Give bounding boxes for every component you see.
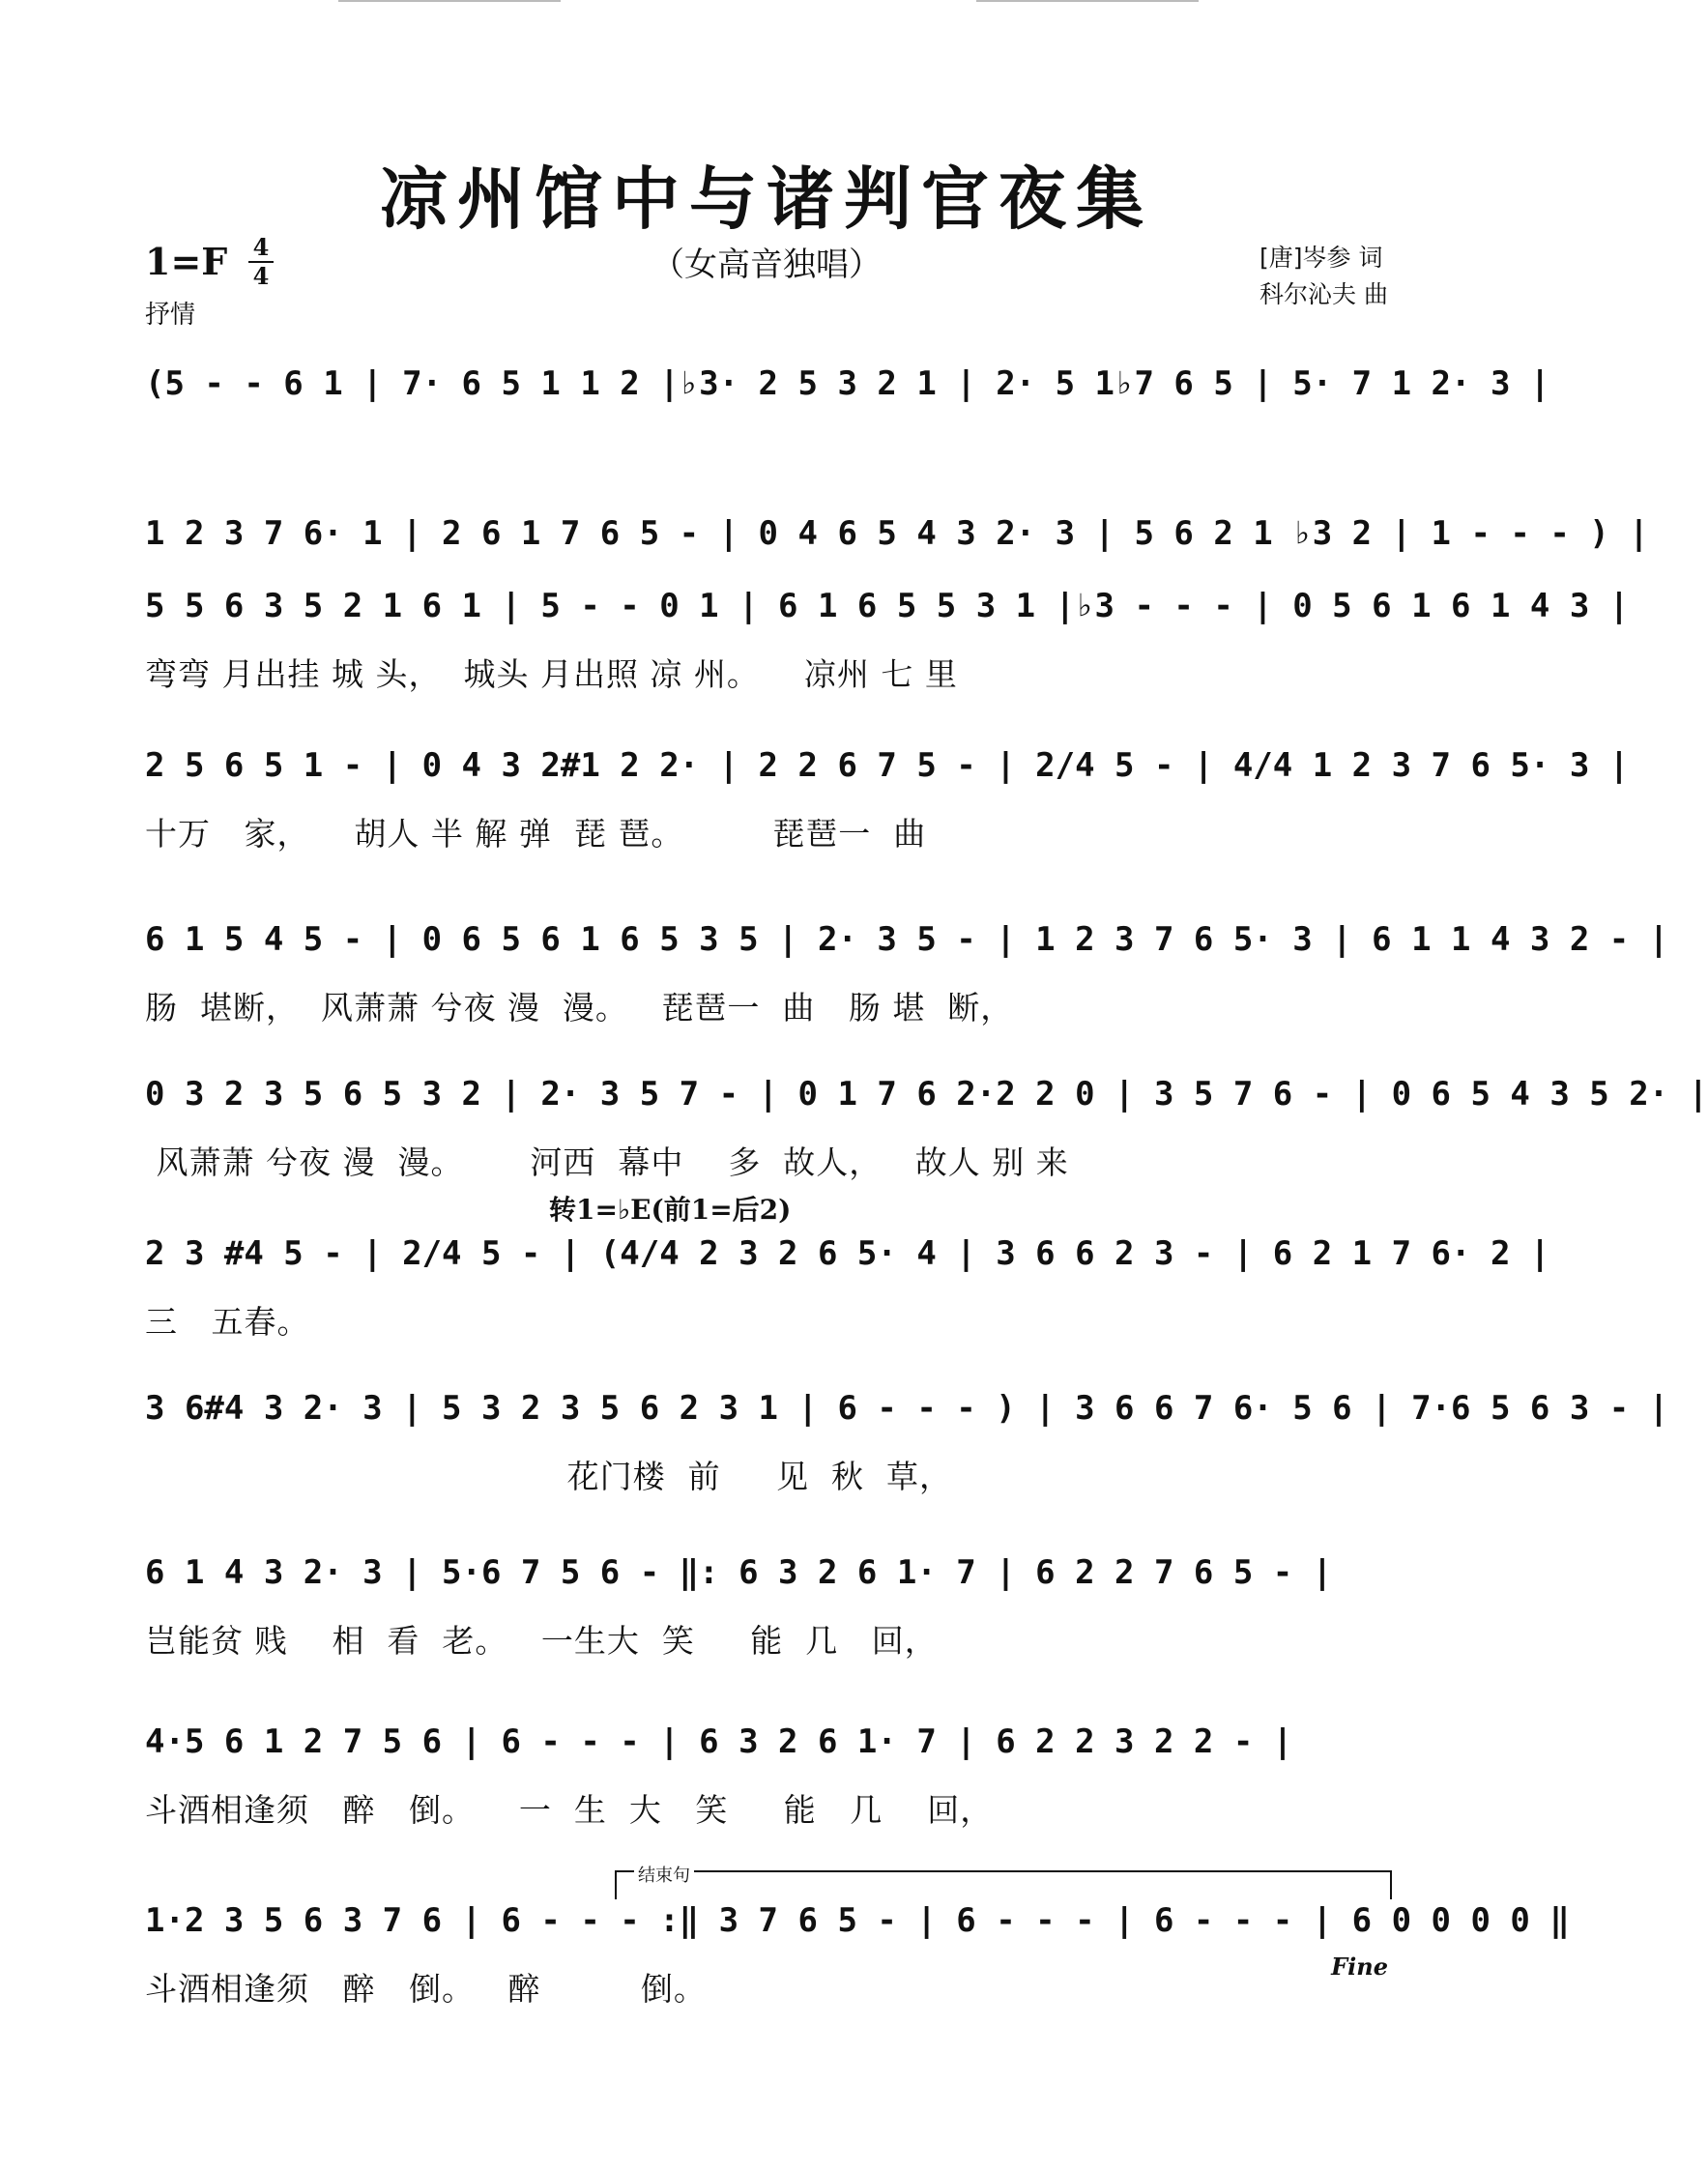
score-system-6 [145, 1063, 1708, 1208]
notation-line: 2 5 6 5 1 - | 0 4 3 2#1 2 2· | 2 2 6 7 5 - | 2/4 5 - | 4/4 1 2 3 7 6 5· 3 | [145, 746, 1630, 785]
notation-line: 6 1 4 3 2· 3 | 5·6 7 5 6 - ‖: 6 3 2 6 1· 7 | 6 2 2 7 6 5 - | [145, 1553, 1333, 1592]
score-system-9 [145, 1542, 1388, 1687]
scan-mark-left [338, 0, 561, 2]
score-system-5 [145, 909, 1669, 1054]
score-system-3 [145, 575, 1630, 720]
score-system-1 [145, 353, 1550, 498]
time-signature-bottom: 4 [252, 262, 270, 290]
notation-line: 0 3 2 3 5 6 5 3 2 | 2· 3 5 7 - | 0 1 7 6 2·2 2 0 | 3 5 7 6 - | 0 6 5 4 3 5 2· | [145, 1075, 1708, 1114]
score-system-10 [145, 1711, 1388, 1856]
notation-line: 6 1 5 4 5 - | 0 6 5 6 1 6 5 3 5 | 2· 3 5 - | 1 2 3 7 6 5· 3 | 6 1 1 4 3 2 - | [145, 920, 1669, 959]
scan-mark-right [976, 0, 1199, 2]
fine-marking: Fine [1331, 1953, 1388, 1981]
key-signature: 1=F [145, 240, 228, 283]
notation-line: 3 6#4 3 2· 3 | 5 3 2 3 5 6 2 3 1 | 6 - - - ) | 3 6 6 7 6· 5 6 | 7·6 5 6 3 - | [145, 1389, 1669, 1428]
scan-edge-marks [0, 0, 1533, 8]
ending-label: 结束句 [634, 1862, 694, 1887]
lyrics-line [145, 428, 1388, 477]
lyrics-line: 肠 堪断， 风萧萧 兮夜 漫 漫。 琵琶一 曲 肠 堪 断， [145, 989, 1014, 1027]
lyrics-line: 十万 家， 胡人 半 解 弹 琵 琶。 琵琶一 曲 [145, 815, 927, 853]
lyrics-line: 斗酒相逢须 醉 倒。 醉 倒。 [145, 1970, 707, 2008]
score-system-11 [145, 1890, 1570, 2035]
notation-line: 4·5 6 1 2 7 5 6 | 6 - - - | 6 3 2 6 1· 7 | 6 2 2 3 2 2 - | [145, 1722, 1293, 1761]
tempo-mood-marking: 抒情 [145, 301, 196, 330]
lyrics-line: 弯弯 月出挂 城 头， 城头 月出照 凉 州。 凉州 七 里 [145, 655, 958, 693]
modulation-marking: 转1=♭E(前1=后2) [549, 1194, 792, 1226]
lyricist-credit: [唐]岑参 词 [1259, 244, 1383, 272]
notation-line: 1·2 3 5 6 3 7 6 | 6 - - - :‖ 3 7 6 5 - | 6 - - - | 6 - - - | 6 0 0 0 0 ‖ [145, 1901, 1570, 1940]
credits [1259, 240, 1388, 313]
composer-credit: 科尔沁夫 曲 [1259, 280, 1388, 308]
notation-line: 5 5 6 3 5 2 1 6 1 | 5 - - 0 1 | 6 1 6 5 5 3 1 |♭3 - - - | 0 5 6 1 6 1 4 3 | [145, 587, 1630, 625]
lyrics-line: 岂能贫 贱 相 看 老。 一生大 笑 能 几 回， [145, 1622, 938, 1660]
notation-line: 1 2 3 7 6· 1 | 2 6 1 7 6 5 - | 0 4 6 5 4 3 2· 3 | 5 6 2 1 ♭3 2 | 1 - - - ) | [145, 514, 1649, 553]
lyrics-line: 花门楼 前 见 秋 草， [145, 1458, 952, 1495]
lyrics-line: 斗酒相逢须 醉 倒。 一 生 大 笑 能 几 回， [145, 1791, 994, 1829]
song-subtitle: （女高音独唱） [651, 246, 882, 284]
score-system-4 [145, 735, 1630, 880]
lyrics-line: 三 五春。 [145, 1303, 310, 1341]
song-title: 凉州馆中与诸判官夜集 [380, 159, 1153, 239]
score-system-7 [145, 1223, 1550, 1368]
notation-line: (5 - - 6 1 | 7· 6 5 1 1 2 |♭3· 2 5 3 2 1 | 2· 5 1♭7 6 5 | 5· 7 1 2· 3 | [145, 364, 1550, 403]
time-signature [246, 235, 275, 289]
notation-line: 2 3 #4 5 - | 2/4 5 - | (4/4 2 3 2 6 5· 4 | 3 6 6 2 3 - | 6 2 1 7 6· 2 | [145, 1234, 1550, 1273]
lyrics-line: 风萧萧 兮夜 漫 漫。 河西 幕中 多 故人， 故人 别 来 [145, 1143, 1069, 1181]
time-signature-top: 4 [252, 233, 270, 261]
score-system-8 [145, 1377, 1669, 1522]
